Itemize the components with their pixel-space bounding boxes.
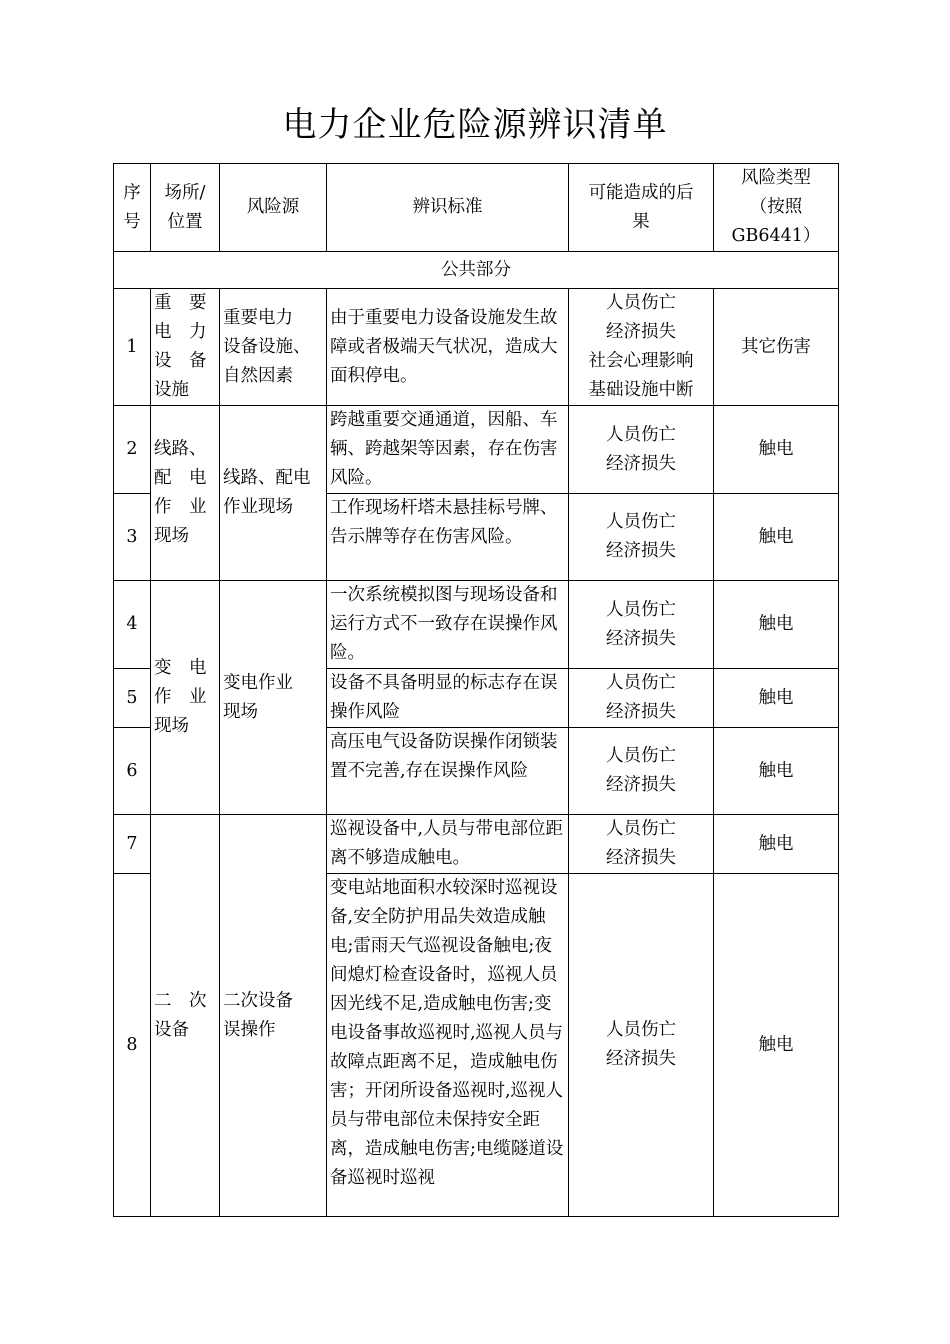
header-risk-type: 风险类型 （按照 GB6441） (714, 164, 839, 252)
table-row (114, 815, 839, 874)
criteria-cell: 巡视设备中,人员与带电部位距离不够造成触电。 (327, 815, 569, 874)
criteria-cell: 由于重要电力设备设施发生故障或者极端天气状况，造成大面积停电。 (327, 289, 569, 406)
risk-type-cell: 其它伤害 (714, 289, 839, 406)
place-cell: 二 次 设备 (151, 815, 220, 1217)
row-number: 1 (114, 289, 151, 406)
header-source: 风险源 (220, 164, 327, 252)
source-cell: 二次设备 误操作 (220, 815, 327, 1217)
table-row (114, 406, 839, 494)
place-cell: 变 电 作 业 现场 (151, 581, 220, 815)
risk-type-cell: 触电 (714, 581, 839, 669)
header-place: 场所/ 位置 (151, 164, 220, 252)
document-title: 电力企业危险源辨识清单 (282, 105, 668, 145)
consequence-cell: 人员伤亡 经济损失 (569, 406, 714, 494)
consequence-cell: 人员伤亡 经济损失 (569, 815, 714, 874)
place-cell: 重 要 电 力 设 备 设施 (151, 289, 220, 406)
consequence-cell: 人员伤亡 经济损失 (569, 874, 714, 1217)
risk-type-cell: 触电 (714, 494, 839, 581)
source-cell: 变电作业 现场 (220, 581, 327, 815)
criteria-cell: 跨越重要交通通道，因船、车辆、跨越架等因素，存在伤害风险。 (327, 406, 569, 494)
row-number: 8 (114, 874, 151, 1217)
risk-type-cell: 触电 (714, 728, 839, 815)
consequence-cell: 人员伤亡 经济损失 (569, 728, 714, 815)
header-criteria: 辨识标准 (327, 164, 569, 252)
row-number: 7 (114, 815, 151, 874)
row-number: 3 (114, 494, 151, 581)
risk-type-cell: 触电 (714, 874, 839, 1217)
risk-type-cell: 触电 (714, 815, 839, 874)
header-consequence: 可能造成的后 果 (569, 164, 714, 252)
row-number: 5 (114, 669, 151, 728)
header-no: 序 号 (114, 164, 151, 252)
source-cell: 重要电力 设备设施、 自然因素 (220, 289, 327, 406)
hazard-table (113, 163, 839, 1217)
header-row (114, 164, 839, 252)
criteria-cell: 设备不具备明显的标志存在误操作风险 (327, 669, 569, 728)
consequence-cell: 人员伤亡 经济损失 (569, 494, 714, 581)
place-cell: 线路、 配 电 作 业 现场 (151, 406, 220, 581)
criteria-cell: 工作现场杆塔未悬挂标号牌、告示牌等存在伤害风险。 (327, 494, 569, 581)
risk-type-cell: 触电 (714, 669, 839, 728)
row-number: 6 (114, 728, 151, 815)
table-row (114, 289, 839, 406)
row-number: 4 (114, 581, 151, 669)
criteria-cell: 一次系统模拟图与现场设备和运行方式不一致存在误操作风险。 (327, 581, 569, 669)
risk-type-cell: 触电 (714, 406, 839, 494)
source-cell: 线路、配电 作业现场 (220, 406, 327, 581)
criteria-cell: 高压电气设备防误操作闭锁装置不完善,存在误操作风险 (327, 728, 569, 815)
consequence-cell: 人员伤亡 经济损失 (569, 669, 714, 728)
consequence-cell: 人员伤亡 经济损失 社会心理影响 基础设施中断 (569, 289, 714, 406)
section-label: 公共部分 (114, 252, 839, 289)
row-number: 2 (114, 406, 151, 494)
section-row (114, 252, 839, 289)
consequence-cell: 人员伤亡 经济损失 (569, 581, 714, 669)
table-row (114, 581, 839, 669)
criteria-cell: 变电站地面积水较深时巡视设备,安全防护用品失效造成触电;雷雨天气巡视设备触电;夜间熄灯检查设备时，巡视人员因光线不足,造成触电伤害;变电设备事故巡视时,巡视人员与故障点距离不足，造成触电伤害；开闭所设备巡视时,巡视人员与带电部位未保持安全距离，造成触电伤害;电缆隧道设备巡视时巡视 (327, 874, 569, 1217)
